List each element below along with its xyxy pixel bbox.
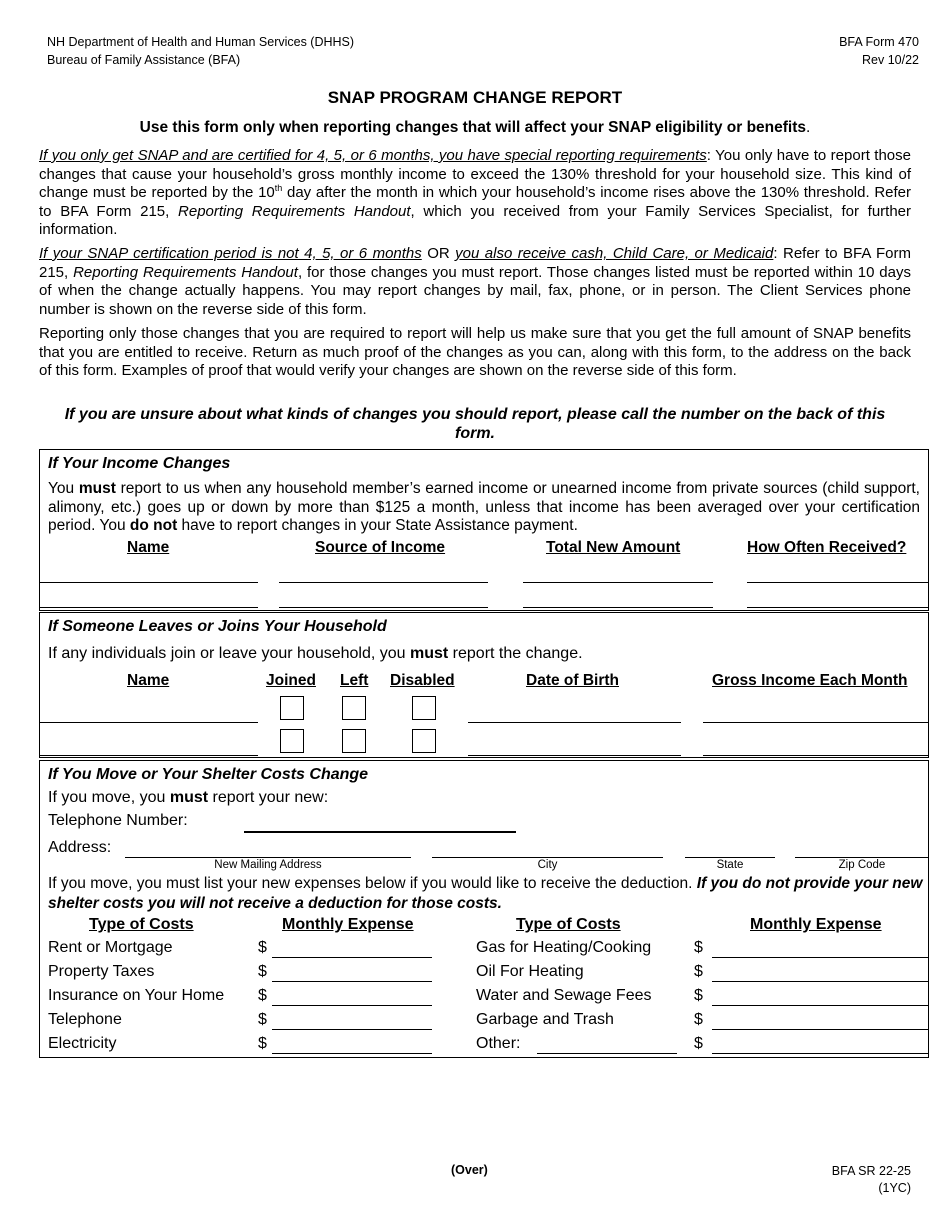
- cost-telephone-label: Telephone: [48, 1011, 122, 1028]
- income-col-frequency: How Often Received?: [747, 539, 907, 556]
- household-row2-name-field[interactable]: [40, 755, 258, 756]
- income-text-b: report to us when any household member’s earned income or unearned income from private sources (child support, alimony, etc.) goes up or down by more than $125 a month, unless that income has been averaged over your certification period. You: [48, 480, 920, 535]
- garbage-expense-field[interactable]: [712, 1029, 929, 1030]
- household-row1-dob-field[interactable]: [468, 722, 681, 723]
- agency-header: [47, 33, 354, 69]
- income-col-source: Source of Income: [315, 539, 446, 556]
- currency-symbol: $: [258, 1035, 267, 1052]
- left-col-expense: Monthly Expense: [282, 916, 414, 933]
- water-expense-field[interactable]: [712, 1005, 929, 1006]
- cost-water-label: Water and Sewage Fees: [476, 987, 652, 1004]
- household-row2-dob-field[interactable]: [468, 755, 681, 756]
- shelter-section-title: If You Move or Your Shelter Costs Change: [48, 766, 369, 783]
- agency-line-1: NH Department of Health and Human Services (DHHS): [47, 35, 355, 49]
- cost-property-taxes-label: Property Taxes: [48, 963, 155, 980]
- cost-other-label: Other:: [476, 1035, 521, 1052]
- cost-garbage-label: Garbage and Trash: [476, 1011, 614, 1028]
- address-label: Address:: [48, 839, 112, 856]
- cost-gas-label: Gas for Heating/Cooking: [476, 939, 652, 956]
- income-must: must: [78, 480, 116, 497]
- income-row1-frequency-field[interactable]: [747, 582, 928, 583]
- currency-symbol: $: [258, 1011, 267, 1028]
- state-field[interactable]: [685, 857, 775, 858]
- income-col-amount: Total New Amount: [546, 539, 681, 556]
- other-expense-field[interactable]: [712, 1053, 929, 1054]
- unsure-notice: If you are unsure about what kinds of changes you should report, please call the number on the back of this form.: [64, 406, 886, 442]
- cost-rent-label: Rent or Mortgage: [48, 939, 173, 956]
- income-row1-name-field[interactable]: [40, 582, 258, 583]
- household-section: [39, 612, 929, 758]
- para1-sup: th: [274, 183, 283, 194]
- para2-lead-a: If your SNAP certification period is not 4, 5, or 6 months: [39, 245, 422, 262]
- para1-handout: Reporting Requirements Handout: [178, 202, 411, 220]
- footer-code-line-1: BFA SR 22-25: [831, 1164, 911, 1178]
- property-taxes-expense-field[interactable]: [272, 981, 432, 982]
- income-section: [39, 449, 929, 611]
- right-col-type: Type of Costs: [516, 916, 621, 933]
- footer-code: [832, 1163, 911, 1197]
- page-title: SNAP PROGRAM CHANGE REPORT: [327, 88, 623, 107]
- insurance-expense-field[interactable]: [272, 1005, 432, 1006]
- household-row2-income-field[interactable]: [703, 755, 928, 756]
- form-number: BFA Form 470: [839, 35, 919, 49]
- household-text-b: report the change.: [448, 645, 583, 662]
- household-col-name: Name: [127, 672, 170, 689]
- household-row1-income-field[interactable]: [703, 722, 928, 723]
- household-row1-left-checkbox[interactable]: [342, 696, 366, 720]
- household-row1-disabled-checkbox[interactable]: [412, 696, 436, 720]
- proof-paragraph: Reporting only those changes that you are required to report will help us make sure that you get the full amount of SNAP benefits that you are entitled to receive. Return as much proof of the changes as you can, along with this form, to the address on the back of this form. Examples of proof that would verify your changes are shown on the reverse side of this form.: [39, 325, 911, 380]
- shelter-section: [39, 760, 929, 1058]
- currency-symbol: $: [694, 987, 703, 1004]
- currency-symbol: $: [694, 1011, 703, 1028]
- household-row2-disabled-checkbox[interactable]: [412, 729, 436, 753]
- special-reporting-paragraph: [39, 147, 911, 240]
- zip-code-caption: Zip Code: [838, 859, 886, 871]
- para2-text-a: : Refer to BFA Form 215,: [39, 245, 911, 281]
- city-caption: City: [537, 859, 558, 871]
- cost-electricity-label: Electricity: [48, 1035, 117, 1052]
- para2-or: OR: [421, 245, 456, 262]
- cost-insurance-label: Insurance on Your Home: [48, 987, 225, 1004]
- household-col-gross-income: Gross Income Each Month: [712, 672, 908, 689]
- form-revision: Rev 10/22: [862, 53, 919, 67]
- oil-expense-field[interactable]: [712, 981, 929, 982]
- currency-symbol: $: [694, 939, 703, 956]
- other-cost-description-field[interactable]: [537, 1053, 677, 1054]
- zip-code-field[interactable]: [795, 857, 929, 858]
- currency-symbol: $: [258, 987, 267, 1004]
- income-row1-source-field[interactable]: [279, 582, 488, 583]
- state-caption: State: [716, 859, 744, 871]
- deduction-text: If you move, you must list your new expenses below if you would like to receive the deduction.: [48, 875, 697, 892]
- shelter-must: must: [169, 789, 209, 806]
- subtitle-text: Use this form only when reporting changes that will affect your SNAP eligibility or benefits: [139, 119, 806, 136]
- mailing-address-field[interactable]: [125, 857, 411, 858]
- income-instructions: [48, 480, 920, 536]
- income-row1-amount-field[interactable]: [523, 582, 713, 583]
- currency-symbol: $: [694, 1035, 703, 1052]
- city-field[interactable]: [432, 857, 663, 858]
- rent-expense-field[interactable]: [272, 957, 432, 958]
- para2-handout: Reporting Requirements Handout: [73, 263, 298, 281]
- subtitle-period: .: [806, 119, 811, 136]
- shelter-move-b: report your new:: [208, 789, 329, 806]
- income-text-a: You: [48, 480, 79, 497]
- para1-text-c: , which you received from your Family Services Specialist, for further information.: [39, 202, 912, 239]
- income-do-not: do not: [129, 517, 178, 535]
- telephone-field[interactable]: [244, 831, 516, 833]
- income-col-name: Name: [127, 539, 170, 556]
- income-text-c: have to report changes in your State Assistance payment.: [177, 517, 578, 535]
- currency-symbol: $: [258, 939, 267, 956]
- household-row1-joined-checkbox[interactable]: [280, 696, 304, 720]
- currency-symbol: $: [258, 963, 267, 980]
- mailing-address-caption: New Mailing Address: [214, 859, 322, 871]
- telephone-expense-field[interactable]: [272, 1029, 432, 1030]
- deduction-warning: If you do not provide your new shelter costs you will not receive a deduction for those costs.: [48, 875, 923, 912]
- page-subtitle: [0, 119, 950, 137]
- gas-expense-field[interactable]: [712, 957, 929, 958]
- right-col-expense: Monthly Expense: [750, 916, 882, 933]
- household-row1-name-field[interactable]: [40, 722, 258, 723]
- household-col-left: Left: [340, 672, 369, 689]
- form-id-header: [839, 33, 919, 69]
- agency-line-2: Bureau of Family Assistance (BFA): [47, 53, 241, 67]
- cost-oil-label: Oil For Heating: [476, 963, 584, 980]
- income-row2-amount-field[interactable]: [523, 607, 713, 608]
- footer-code-line-2: (1YC): [878, 1181, 911, 1195]
- household-section-title: If Someone Leaves or Joins Your Household: [48, 618, 387, 635]
- household-row2-joined-checkbox[interactable]: [280, 729, 304, 753]
- household-instructions: [48, 645, 583, 663]
- income-row2-frequency-field[interactable]: [747, 607, 928, 608]
- para1-lead: If you only get SNAP and are certified for 4, 5, or 6 months, you have special reporting requirements: [39, 147, 707, 164]
- income-row2-name-field[interactable]: [40, 607, 258, 608]
- deduction-instructions: [48, 874, 924, 913]
- para2-lead-b: you also receive cash, Child Care, or Medicaid: [455, 245, 774, 262]
- para2-text-b: , for those changes you must report. Those changes listed must be reported within 10 days of when the change actually happens. You may report changes by mail, fax, phone, or in person. The Client Services phone number is shown on the reverse side of this form.: [39, 263, 911, 318]
- other-reporting-paragraph: [39, 245, 911, 319]
- household-col-dob: Date of Birth: [526, 672, 619, 689]
- telephone-label: Telephone Number:: [48, 812, 188, 829]
- income-section-title: If Your Income Changes: [48, 455, 231, 472]
- income-row2-source-field[interactable]: [279, 607, 488, 608]
- shelter-move-a: If you move, you: [48, 789, 170, 806]
- household-must: must: [410, 645, 449, 662]
- household-col-joined: Joined: [266, 672, 316, 689]
- electricity-expense-field[interactable]: [272, 1053, 432, 1054]
- household-text-a: If any individuals join or leave your household, you: [48, 645, 410, 662]
- over-note: (Over): [451, 1163, 488, 1177]
- currency-symbol: $: [694, 963, 703, 980]
- shelter-move-text: [48, 789, 328, 807]
- para1-text-a: : You only have to report those changes that cause your household’s gross monthly income to exceed the 130% threshold for your household size. This kind of change must be reported by the 10: [39, 147, 911, 202]
- household-col-disabled: Disabled: [390, 672, 455, 689]
- para1-text-b: day after the month in which your household’s income rises above the 130% threshold. Refer to BFA Form 215,: [39, 184, 911, 220]
- household-row2-left-checkbox[interactable]: [342, 729, 366, 753]
- left-col-type: Type of Costs: [89, 916, 194, 933]
